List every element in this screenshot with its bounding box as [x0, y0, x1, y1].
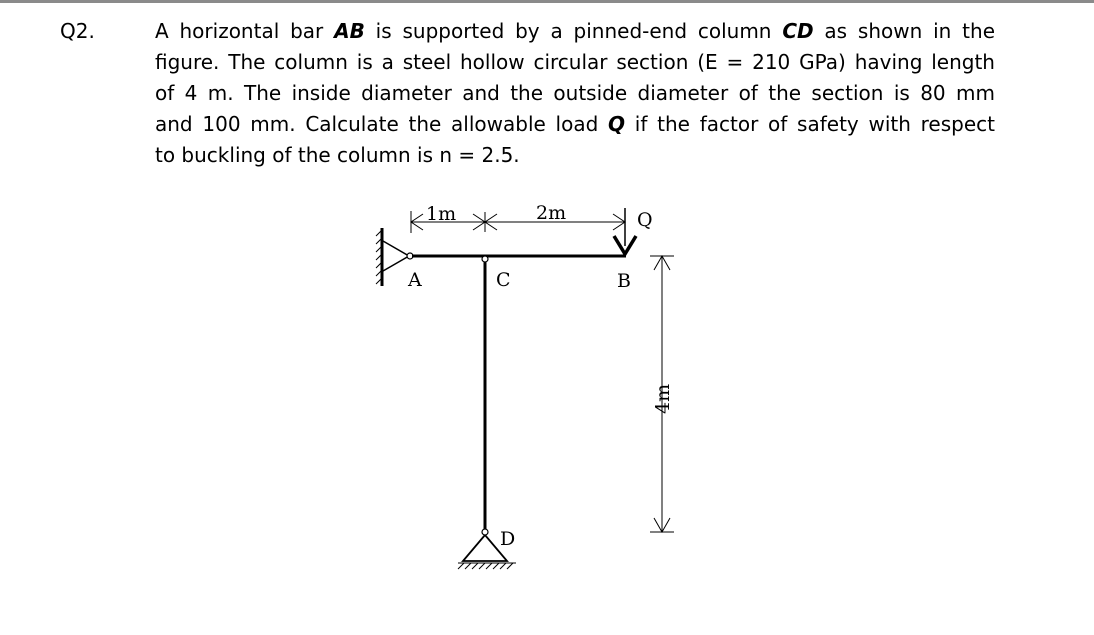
text-segment: if the factor of safety with respect [625, 112, 995, 136]
question-number: Q2. [60, 19, 95, 43]
dim-label-ac: 1m [426, 203, 457, 225]
text-segment: to buckling of the column is n = 2.5. [155, 143, 520, 167]
pin-support-a [383, 241, 413, 271]
wall-support-a [376, 228, 382, 286]
point-label-d: D [500, 528, 516, 550]
pin-c [482, 256, 488, 262]
text-segment: and 100 mm. Calculate the allowable load [155, 112, 609, 136]
text-segment: figure. The column is a steel hollow circular section (E = 210 GPa) having length [155, 50, 995, 74]
point-label-b: B [617, 270, 631, 292]
text-segment: A horizontal bar [155, 19, 335, 43]
load-q-arrow [614, 208, 636, 254]
load-q-ref: Q [608, 112, 626, 136]
point-label-c: C [496, 269, 511, 291]
column-cd-ref: CD [782, 19, 814, 43]
bar-ab-ref: AB [334, 19, 365, 43]
text-segment: as shown in the [813, 19, 996, 43]
point-label-a: A [408, 269, 422, 291]
load-label-q: Q [637, 209, 653, 231]
dim-label-column: 4m [652, 383, 674, 414]
text-segment: is supported by a pinned-end column [364, 19, 783, 43]
pin-d [482, 529, 488, 535]
text-segment: of 4 m. The inside diameter and the outside diameter of the section is 80 mm [155, 81, 995, 105]
dim-label-cb: 2m [536, 202, 567, 224]
